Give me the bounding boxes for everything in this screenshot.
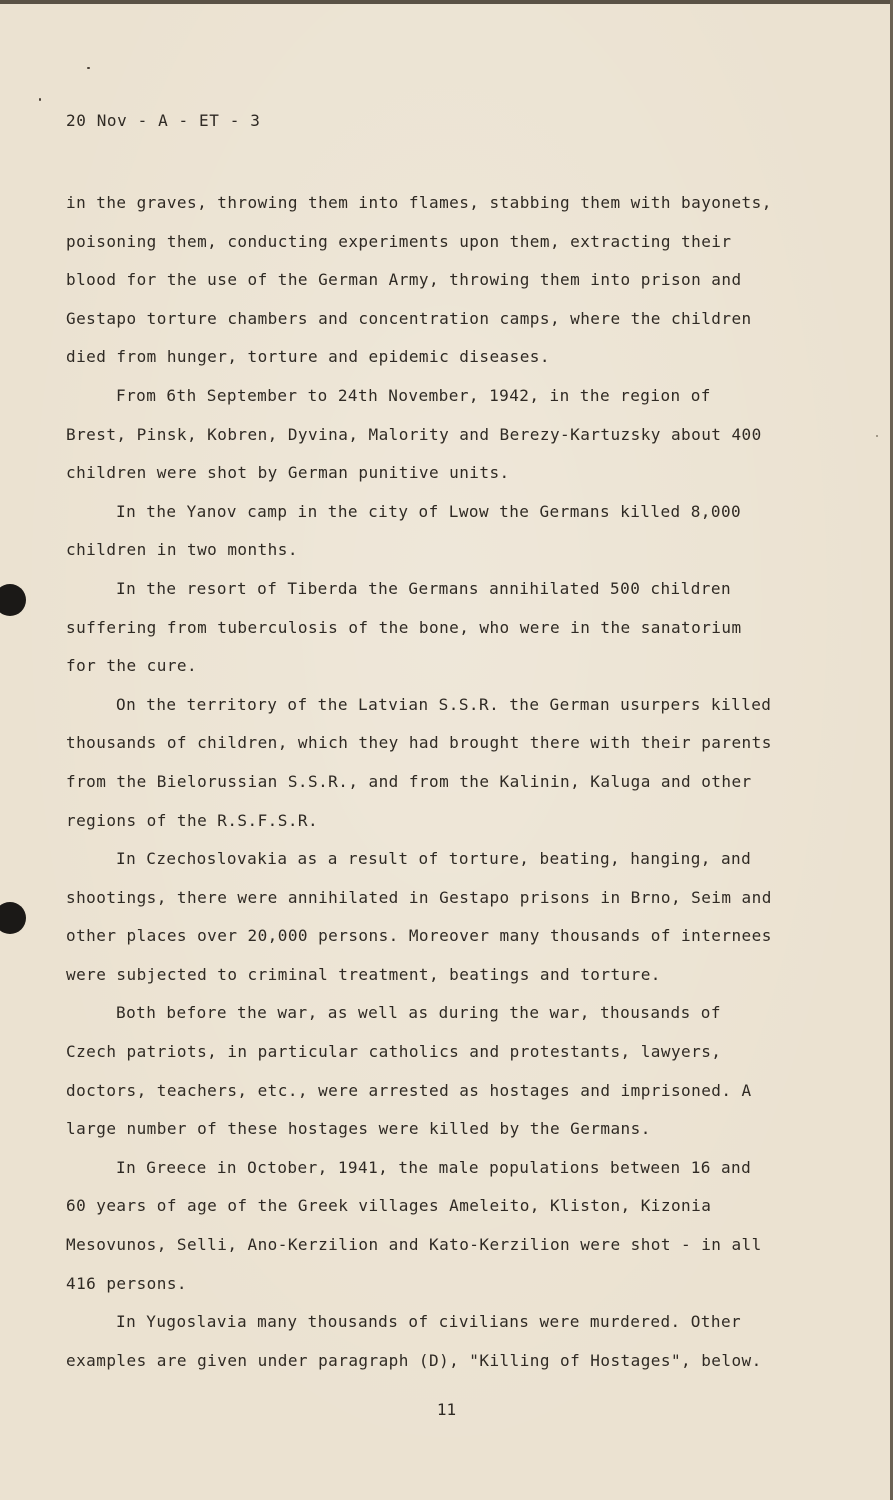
paragraph-czechoslovakia: In Czechoslovakia as a result of torture, beating, hanging, and shootings, there were annihilated in Gestapo prisons in Brno, Seim and other places over 20,000 persons. Moreover many thousands of internees were subjected to criminal treatment, beatings and torture.: [66, 849, 772, 984]
paragraph-latvia: On the territory of the Latvian S.S.R. the German usurpers killed thousands of children, which they had brought there with their parents from the Bielorussian S.S.R., and from the Kalinin, Kaluga and other regions of the R.S.F.S.R.: [66, 694, 772, 830]
punch-hole-upper: [0, 584, 26, 616]
paragraph-continuation: in the graves, throwing them into flames, stabbing them with bayonets, poisoning them, conducting experiments upon them, extracting their blood for the use of the German Army, throwing them into prison and Gestapo torture chambers and concentration camps, where the children died from hunger, torture and epidemic diseases.: [66, 193, 772, 367]
document-header: 20 Nov - A - ET - 3: [66, 111, 261, 130]
paragraph-brest: From 6th September to 24th November, 1942, in the region of Brest, Pinsk, Kobren, Dyvina, Malority and Berezy-Kartuzsky about 400 children were shot by German punitive units.: [66, 385, 762, 483]
ink-speck: [876, 435, 878, 437]
ink-speck: [39, 98, 41, 101]
paragraph-czech-patriots: Both before the war, as well as during the war, thousands of Czech patriots, in particular catholics and protestants, lawyers, doctors, teachers, etc., were arrested as hostages and imprisoned. A large number of these hostages were killed by the Germans.: [66, 1003, 752, 1139]
paragraph-greece: In Greece in October, 1941, the male populations between 16 and 60 years of age of the Greek villages Ameleito, Kliston, Kizonia Mesovunos, Selli, Ano-Kerzilion and Kato-Kerzilion were shot - in all 416 persons.: [66, 1157, 762, 1293]
paragraph-tiberda: In the resort of Tiberda the Germans annihilated 500 children suffering from tuberculosis of the bone, who were in the sanatorium for the cure.: [66, 578, 742, 676]
document-body: [66, 184, 778, 1380]
page-top-edge: [0, 0, 893, 4]
ink-speck: [87, 67, 90, 69]
paragraph-yugoslavia: In Yugoslavia many thousands of civilians were murdered. Other examples are given under paragraph (D), "Killing of Hostages", below.: [66, 1312, 762, 1370]
paragraph-lwow: In the Yanov camp in the city of Lwow the Germans killed 8,000 children in two months.: [66, 501, 742, 560]
punch-hole-lower: [0, 902, 26, 934]
page-number: 11: [436, 1400, 457, 1419]
